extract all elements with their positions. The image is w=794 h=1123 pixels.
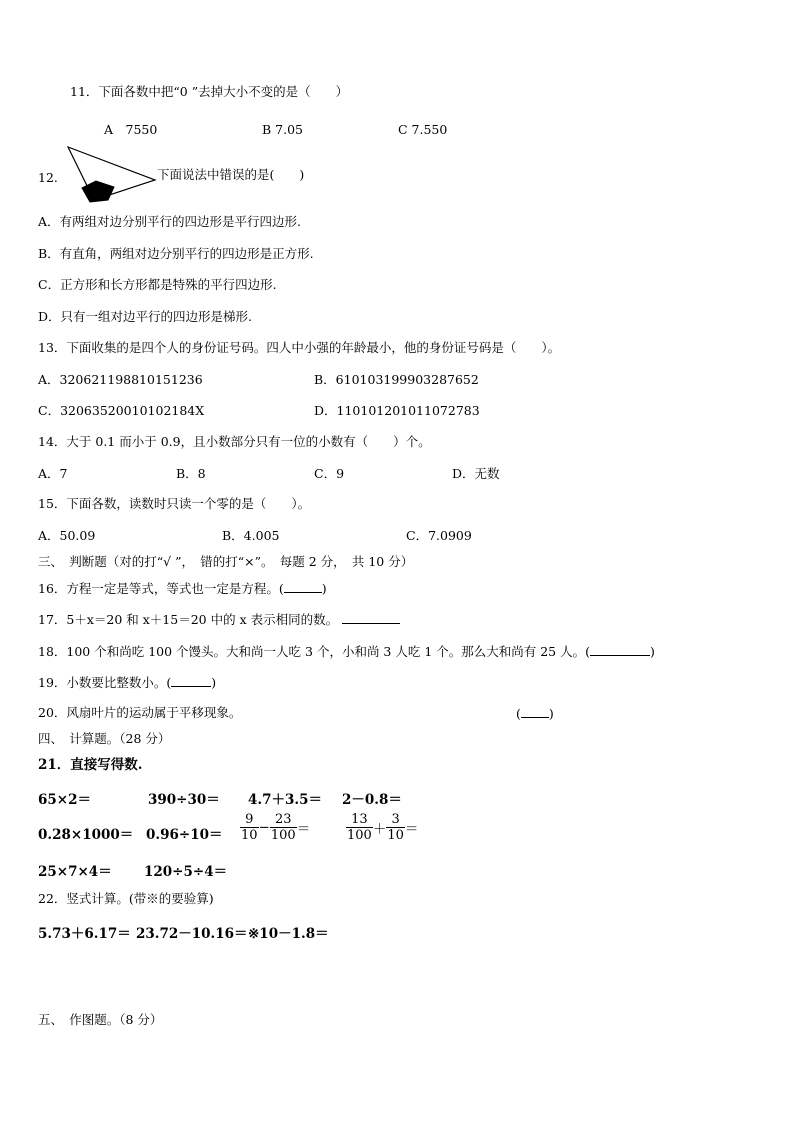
q15-stem: 15．下面各数，读数时只读一个零的是（ ）。	[38, 496, 311, 511]
q18	[38, 643, 655, 660]
q12-option-b: B．有直角，两组对边分别平行的四边形是正方形.	[38, 246, 314, 261]
q20-answer	[516, 705, 554, 722]
q12-option-d: D．只有一组对边平行的四边形是梯形.	[38, 309, 252, 324]
q13-option-d: D．110101201011072783	[314, 403, 480, 418]
q13-option-c: C．32063520010102184X	[38, 403, 205, 418]
fraction-23-100: $\frac{23}{100}$	[270, 812, 296, 843]
section-4-heading: 四、 计算题。（28 分）	[38, 731, 171, 746]
q21-expr-5: 0.28×1000＝	[38, 827, 134, 843]
q21-expr-2: 390÷30＝	[148, 792, 220, 808]
fraction-9-10: $\frac{9}{10}$	[241, 812, 258, 843]
q13-option-b: B．610103199903287652	[314, 372, 479, 387]
q20-paren-close: )	[548, 706, 554, 721]
q19-paren-close: )	[211, 675, 217, 690]
q21-expr-1: 65×2＝	[38, 792, 91, 808]
q21-fraction-expr-2	[346, 812, 418, 843]
fraction-3-10: $\frac{3}{10}$	[387, 812, 404, 843]
q16-answer-blank[interactable]	[284, 580, 322, 593]
section-3-heading: 三、 判断题（对的打“√ ”， 错的打“×”。 每题 2 分， 共 10 分）	[38, 554, 414, 569]
q16	[38, 580, 327, 597]
q12-stem: 下面说法中错误的是( )	[157, 167, 305, 182]
q21-stem: 21．直接写得数.	[38, 757, 143, 773]
q21-expr-8: 120÷5÷4＝	[144, 864, 228, 880]
plus-sign: ＋	[372, 821, 387, 838]
q14-stem: 14．大于 0.1 而小于 0.9，且小数部分只有一位的小数有（ ）个。	[38, 434, 431, 449]
q19-text: 19．小数要比整数小。(	[38, 675, 172, 690]
equals-sign: ＝	[296, 821, 311, 838]
triangle-figure	[66, 145, 158, 205]
q21-expr-4: 2－0.8＝	[342, 792, 402, 808]
q18-text: 18．100 个和尚吃 100 个馒头。大和尚一人吃 3 个，小和尚 3 人吃 1 个。那么大和尚有 25 人。(	[38, 644, 590, 659]
q14-option-b: B．8	[176, 466, 206, 481]
q22-expr-1: 5.73＋6.17＝	[38, 926, 131, 942]
fraction-13-100: $\frac{13}{100}$	[347, 812, 372, 843]
q20-text: 20．风扇叶片的运动属于平移现象。	[38, 705, 242, 720]
q12-number: 12.	[38, 170, 58, 185]
q15-option-a: A．50.09	[38, 528, 96, 543]
q14-option-c: C．9	[314, 466, 345, 481]
q17-answer-blank[interactable]	[342, 611, 400, 624]
q13-stem: 13．下面收集的是四个人的身份证号码。四人中小强的年龄最小，他的身份证号码是（ ）。	[38, 340, 561, 355]
q15-option-b: B．4.005	[222, 528, 280, 543]
q11-stem: 11．下面各数中把“0 ”去掉大小不变的是（ ）	[70, 84, 349, 99]
q11-option-c: C 7.550	[398, 122, 448, 137]
section-5-heading: 五、 作图题。（8 分）	[38, 1012, 163, 1027]
q21-expr-7: 25×7×4＝	[38, 864, 112, 880]
q22-stem: 22．竖式计算。(带※的要验算)	[38, 891, 214, 906]
q12-option-a: A．有两组对边分别平行的四边形是平行四边形.	[38, 214, 302, 229]
q14-option-d: D．无数	[452, 466, 500, 481]
q11-option-a: A 7550	[104, 122, 158, 137]
q12-option-c: C．正方形和长方形都是特殊的平行四边形.	[38, 277, 277, 292]
q21-expr-3: 4.7＋3.5＝	[248, 792, 322, 808]
q20-paren-open: (	[516, 706, 521, 721]
q19-answer-blank[interactable]	[171, 674, 211, 687]
q18-answer-blank[interactable]	[590, 643, 650, 656]
q22-expr-3: ※10－1.8＝	[248, 926, 329, 942]
q22-expr-2: 23.72－10.16＝	[136, 926, 248, 942]
q11-option-b: B 7.05	[262, 122, 303, 137]
q17-text: 17．5＋x＝20 和 x＋15＝20 中的 x 表示相同的数。	[38, 612, 339, 627]
equals-sign: ＝	[404, 821, 419, 838]
q13-option-a: A．320621198810151236	[38, 372, 203, 387]
q16-paren-close: )	[321, 581, 327, 596]
q21-expr-6: 0.96÷10＝	[146, 827, 223, 843]
q15-option-c: C．7.0909	[406, 528, 472, 543]
q16-text: 16．方程一定是等式，等式也一定是方程。(	[38, 581, 284, 596]
minus-sign: −	[258, 819, 270, 836]
q18-paren-close: )	[649, 644, 655, 659]
q17	[38, 611, 400, 628]
q21-fraction-expr-1	[240, 812, 310, 843]
q14-option-a: A．7	[38, 466, 68, 481]
q20-answer-blank[interactable]	[521, 705, 549, 718]
q19	[38, 674, 216, 691]
